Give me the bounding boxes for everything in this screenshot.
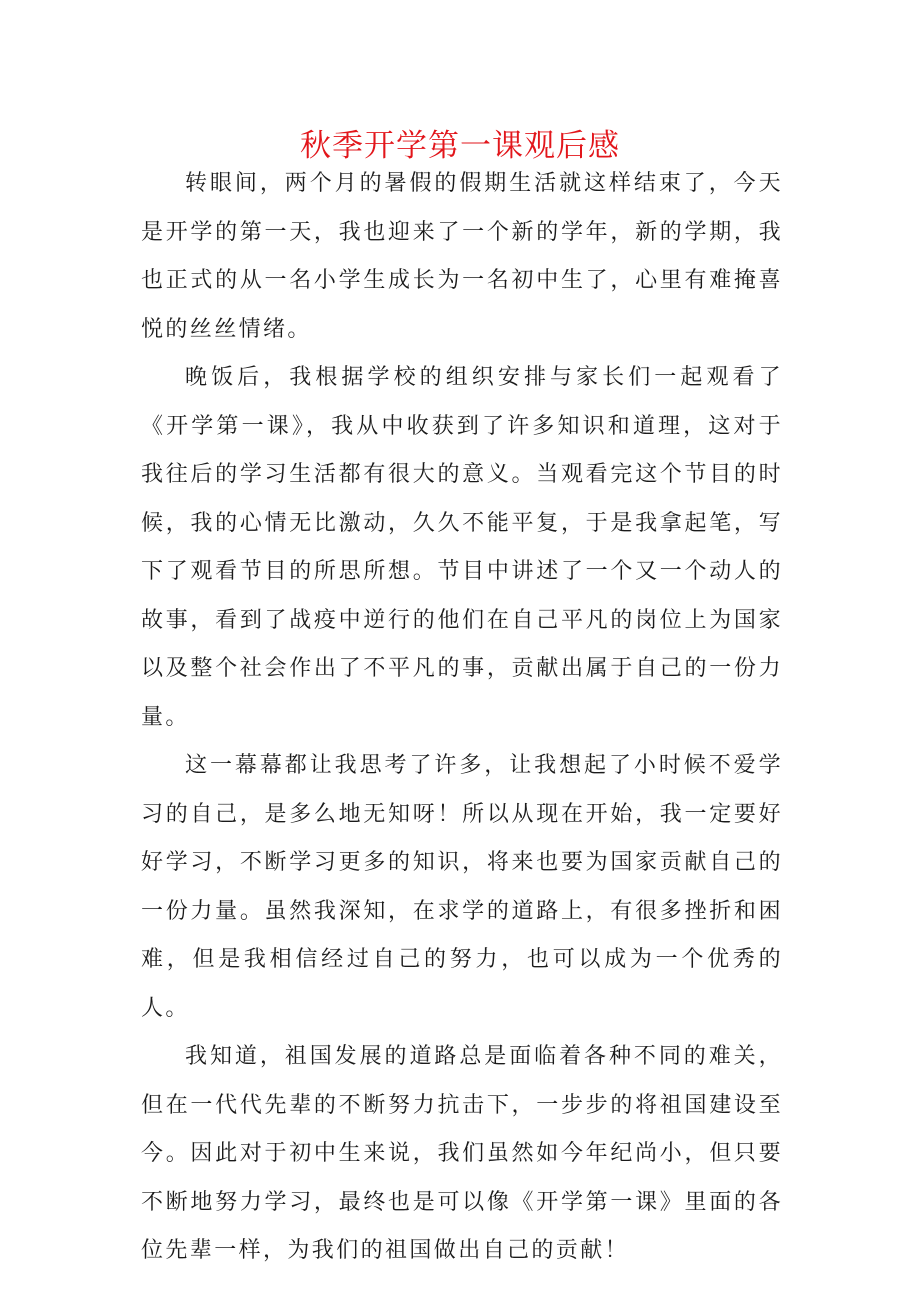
document-title: 秋季开学第一课观后感: [300, 128, 620, 164]
paragraph-3: 这一幕幕都让我思考了许多，让我想起了小时候不爱学习的自己，是多么地无知呀！所以从现在开始，我一定要好好学习，不断学习更多的知识，将来也要为国家贡献自己的一份力量。虽然我深知，在求学的道路上，有很多挫折和困难，但是我相信经过自己的努力，也可以成为一个优秀的人。: [141, 753, 783, 1021]
paragraph-4: 我知道，祖国发展的道路总是面临着各种不同的难关，但在一代代先辈的不断努力抗击下，一步步的将祖国建设至今。因此对于初中生来说，我们虽然如今年纪尚小，但只要不断地努力学习，最终也是可以像《开学第一课》里面的各位先辈一样，为我们的祖国做出自己的贡献！: [141, 1044, 783, 1263]
paragraph-2: 晚饭后，我根据学校的组织安排与家长们一起观看了《开学第一课》，我从中收获到了许多知识和道理，这对于我往后的学习生活都有很大的意义。当观看完这个节目的时候，我的心情无比激动，久久不能平复，于是我拿起笔，写下了观看节目的所思所想。节目中讲述了一个又一个动人的故事，看到了战疫中逆行的他们在自己平凡的岗位上为国家以及整个社会作出了不平凡的事，贡献出属于自己的一份力量。: [141, 365, 783, 730]
document-body: [141, 160, 783, 1276]
paragraph-1: 转眼间，两个月的暑假的假期生活就这样结束了，今天是开学的第一天，我也迎来了一个新的学年，新的学期，我也正式的从一名小学生成长为一名初中生了，心里有难掩喜悦的丝丝情绪。: [141, 171, 783, 342]
